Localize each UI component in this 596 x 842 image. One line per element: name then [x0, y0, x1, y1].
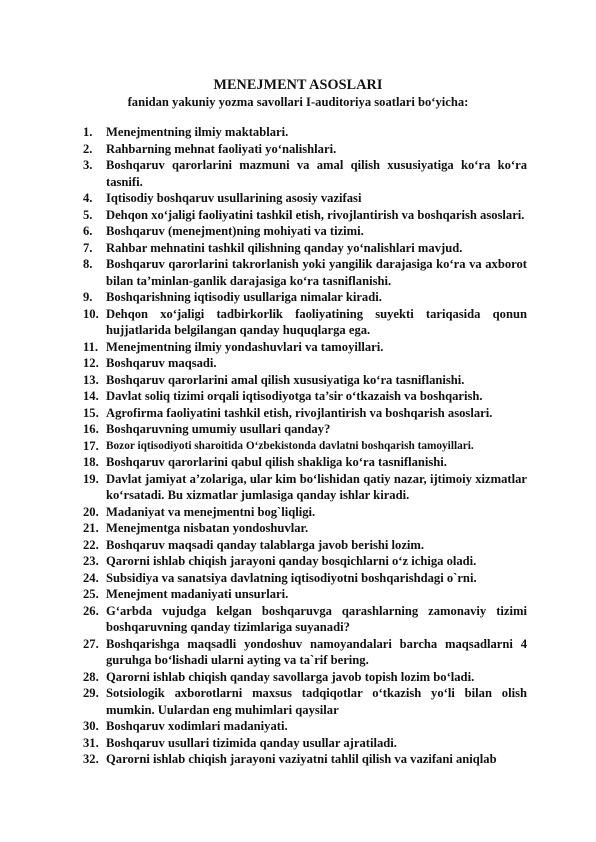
question-number: 24.	[83, 570, 99, 585]
question-item	[83, 454, 527, 471]
question-number: 10.	[83, 306, 99, 321]
question-number: 7.	[83, 240, 93, 255]
question-item	[83, 685, 527, 718]
question-text: Qarorni ishlab chiqish qanday savollarga javob topish lozim bo‘ladi.	[106, 669, 475, 684]
question-number: 32.	[83, 752, 99, 766]
question-number: 22.	[83, 537, 99, 552]
question-item	[83, 256, 527, 289]
question-number: 15.	[83, 405, 99, 420]
question-number: 30.	[83, 719, 99, 733]
question-number: 14.	[83, 389, 99, 403]
question-item	[83, 207, 527, 224]
question-item	[83, 636, 527, 669]
question-text: Menejmentning ilmiy maktablari.	[106, 125, 289, 139]
question-number: 3.	[83, 158, 93, 172]
question-number: 1.	[83, 125, 93, 139]
question-item	[83, 438, 527, 455]
question-text: G‘arbda vujudga kelgan boshqaruvga qarashlarning zamonaviy tizimi boshqaruvning qanday tizimlariga suyanadi?	[106, 603, 527, 634]
question-text: Boshqaruv qarorlarini amal qilish xususiyatiga ko‘ra tasniflanishi.	[106, 372, 465, 387]
question-item	[83, 735, 527, 752]
question-item	[83, 355, 527, 372]
question-number: 8.	[83, 257, 93, 271]
question-item	[83, 603, 527, 636]
question-number: 2.	[83, 141, 93, 156]
question-item	[83, 306, 527, 339]
question-number: 21.	[83, 521, 99, 535]
question-list	[83, 124, 527, 768]
question-text: Qarorni ishlab chiqish jarayoni vaziyatni tahlil qilish va vazifani aniqlab	[106, 752, 497, 766]
question-number: 29.	[83, 686, 99, 700]
question-item	[83, 289, 527, 306]
question-text: Boshqaruv maqsadi.	[106, 356, 217, 370]
question-item	[83, 586, 527, 603]
question-text: Boshqaruv qarorlarini mazmuni va amal qilish xususiyatiga ko‘ra ko‘ra tasnifi.	[106, 158, 527, 189]
question-text: Boshqaruv qarorlarini qabul qilish shakliga ko‘ra tasniflanishi.	[106, 455, 447, 469]
question-text: Qarorni ishlab chiqish jarayoni qanday bosqichlarni o‘z ichiga oladi.	[106, 554, 477, 568]
question-item	[83, 240, 527, 257]
question-number: 28.	[83, 669, 99, 684]
question-item	[83, 718, 527, 735]
question-number: 11.	[83, 339, 99, 354]
question-number: 6.	[83, 224, 93, 238]
question-number: 23.	[83, 554, 99, 568]
question-item	[83, 553, 527, 570]
question-item	[83, 372, 527, 389]
question-text: Subsidiya va sanatsiya davlatning iqtisodiyotni boshqarishdagi o`rni.	[106, 570, 477, 585]
question-text: Boshqaruv maqsadi qanday talablarga javob berishi lozim.	[106, 537, 425, 552]
question-text: Dehqon xo‘jaligi tadbirkorlik faoliyatining suyekti tariqasida qonun hujjatlarida belgilangan qanday huquqlarga ega.	[106, 306, 527, 337]
question-item	[83, 504, 527, 521]
question-text: Menejment madaniyati unsurlari.	[106, 587, 289, 601]
question-text: Boshqaruv (menejment)ning mohiyati va tizimi.	[106, 224, 364, 238]
question-number: 17.	[83, 438, 99, 453]
document-subtitle: fanidan yakuniy yozma savollari I-auditoriya soatlari bo‘yicha:	[127, 95, 469, 109]
question-item	[83, 190, 527, 207]
question-text: Boshqaruv usullari tizimida qanday usullar ajratiladi.	[106, 735, 397, 750]
question-number: 13.	[83, 372, 99, 387]
question-item	[83, 537, 527, 554]
question-text: Sotsiologik axborotlarni maxsus tadqiqotlar o‘tkazish yo‘li bilan olish mumkin. Uulardan eng muhimlari qaysilar	[106, 686, 527, 717]
question-number: 18.	[83, 455, 99, 469]
question-number: 20.	[83, 504, 99, 519]
question-text: Menejmentga nisbatan yondoshuvlar.	[106, 521, 309, 535]
question-item	[83, 223, 527, 240]
question-text: Davlat jamiyat a’zolariga, ular kim bo‘lishidan qatiy nazar, ijtimoiy xizmatlar ko‘rsatadi. Bu xizmatlar jumlasiga qanday ishlar kiradi.	[106, 471, 527, 502]
question-text: Boshqarishning iqtisodiy usullariga nimalar kiradi.	[106, 290, 382, 304]
question-text: Boshqaruv qarorlarini takrorlanish yoki yangilik darajasiga ko‘ra va axborot bilan ta’minlan-ganlik darajasiga ko‘ra tasniflanishi.	[106, 257, 527, 288]
question-item	[83, 751, 527, 768]
question-number: 4.	[83, 191, 93, 205]
question-item	[83, 157, 527, 190]
question-number: 9.	[83, 290, 93, 304]
question-number: 16.	[83, 422, 99, 436]
question-number: 12.	[83, 356, 99, 370]
question-number: 31.	[83, 735, 99, 750]
question-text: Dehqon xo‘jaligi faoliyatini tashkil etish, rivojlantirish va boshqarish asoslari.	[106, 207, 525, 222]
question-item	[83, 421, 527, 438]
question-text: Menejmentning ilmiy yondashuvlari va tamoyillari.	[106, 339, 384, 354]
question-item	[83, 520, 527, 537]
question-number: 25.	[83, 587, 99, 601]
question-item	[83, 141, 527, 158]
question-text: Davlat soliq tizimi orqali iqtisodiyotga ta’sir o‘tkazaish va boshqarish.	[106, 389, 483, 403]
question-item	[83, 669, 527, 686]
question-text: Agrofirma faoliyatini tashkil etish, rivojlantirish va boshqarish asoslari.	[106, 405, 493, 420]
question-item	[83, 405, 527, 422]
question-text: Boshqaruvning umumiy usullari qanday?	[106, 422, 331, 436]
question-text: Iqtisodiy boshqaruv usullarining asosiy vazifasi	[106, 191, 362, 205]
question-text: Rahbar mehnatini tashkil qilishning qanday yo‘nalishlari mavjud.	[106, 240, 463, 255]
question-item	[83, 388, 527, 405]
question-text: Bozor iqtisodiyoti sharoitida O‘zbekistonda davlatni boshqarish tamoyillari.	[106, 439, 474, 452]
question-number: 27.	[83, 636, 99, 651]
question-item	[83, 339, 527, 356]
document-title: MENEJMENT ASOSLARI	[213, 77, 383, 93]
question-item	[83, 124, 527, 141]
question-number: 26.	[83, 603, 99, 618]
question-item	[83, 570, 527, 587]
question-text: Boshqarishga maqsadli yondoshuv namoyandalari barcha maqsadlarni 4 guruhga bo‘lishadi ularni ayting va ta`rif bering.	[106, 636, 527, 667]
question-item	[83, 471, 527, 504]
question-number: 19.	[83, 471, 99, 486]
question-text: Boshqaruv xodimlari madaniyati.	[106, 719, 288, 733]
question-text: Madaniyat va menejmentni bog`liqligi.	[106, 504, 316, 519]
question-number: 5.	[83, 207, 93, 222]
question-text: Rahbarning mehnat faoliyati yo‘nalishlari.	[106, 141, 337, 156]
